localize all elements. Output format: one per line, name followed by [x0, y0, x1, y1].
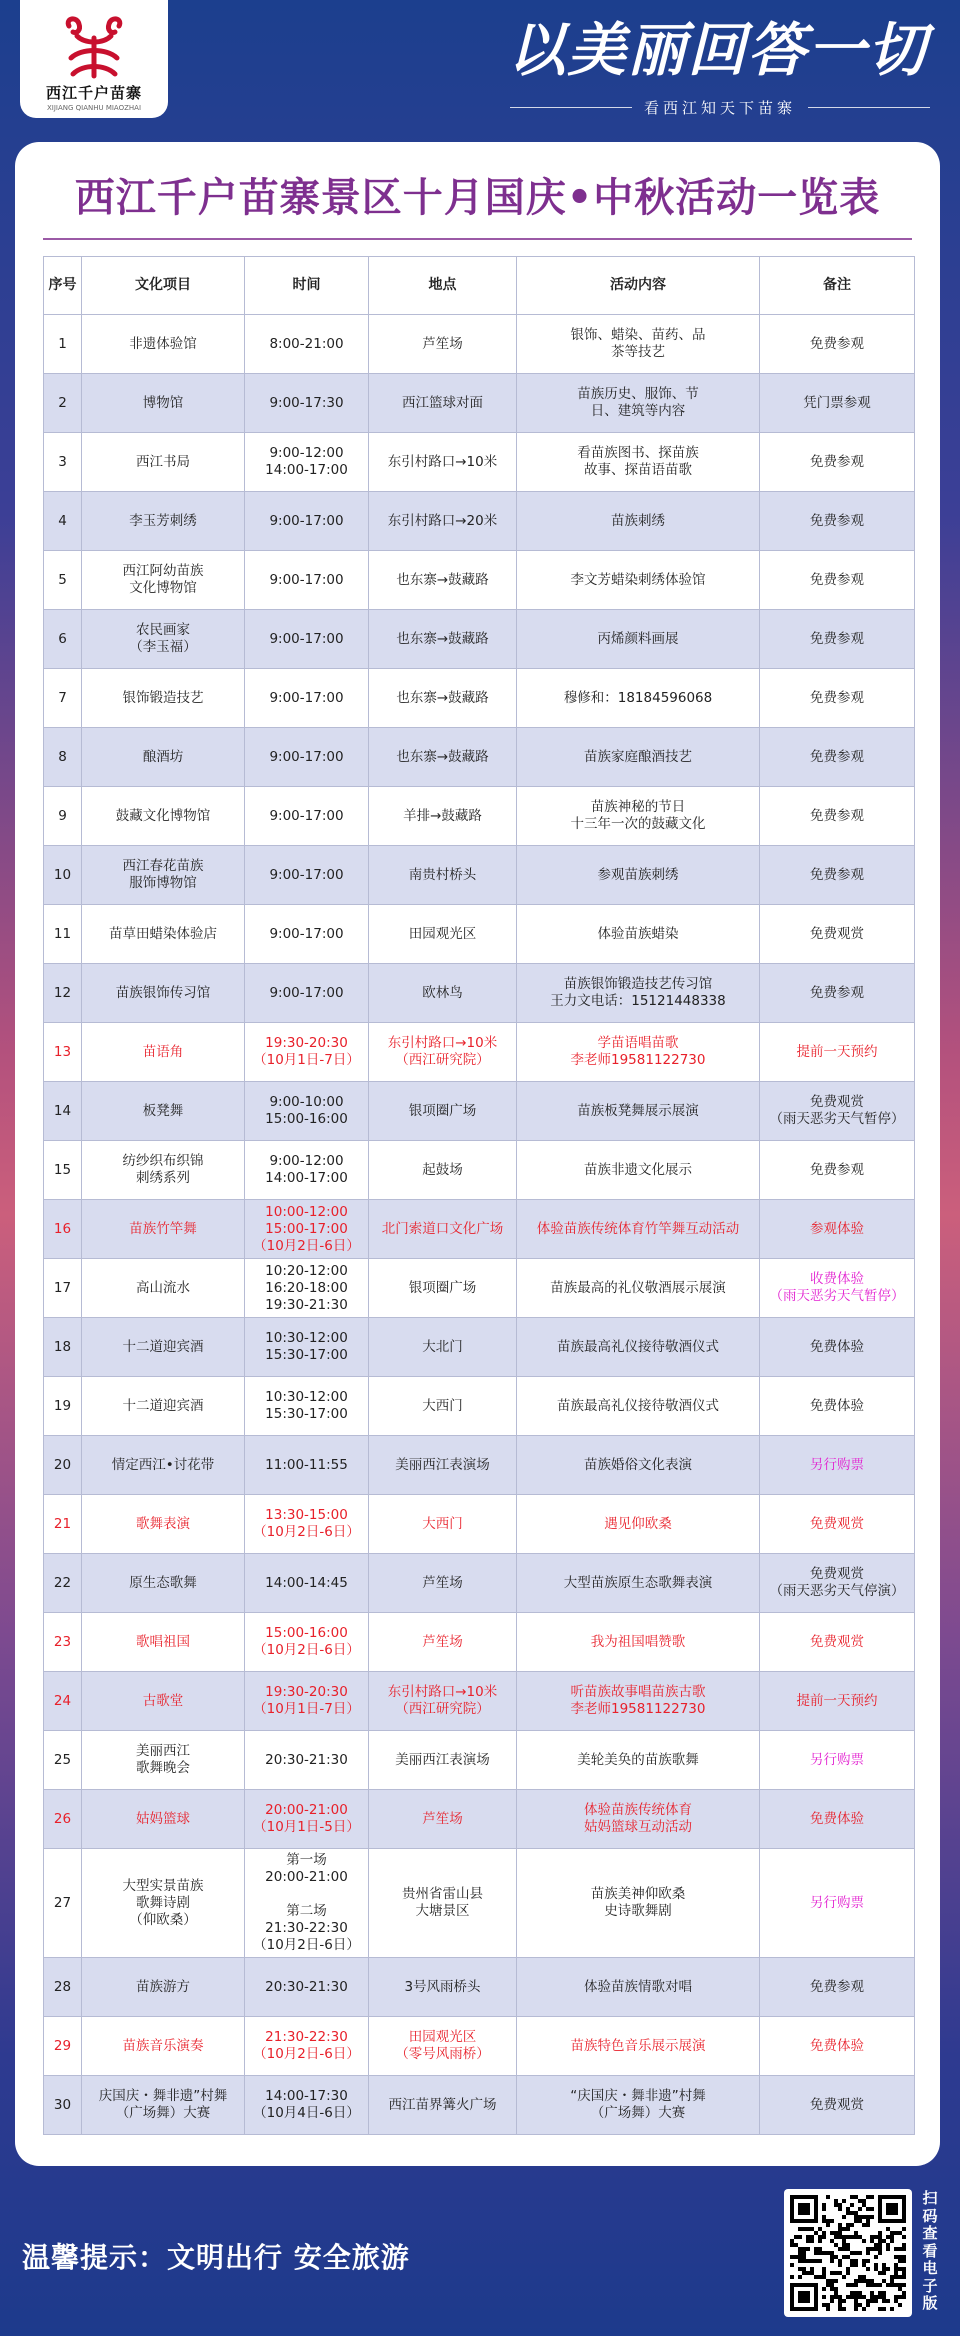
- cell-content: 苗族婚俗文化表演: [517, 1436, 760, 1495]
- cell-content: 体验苗族传统体育竹竿舞互动活动: [517, 1200, 760, 1259]
- cell-no: 12: [44, 964, 82, 1023]
- header-note: 备注: [760, 257, 915, 315]
- cell-item: 苗族竹竿舞: [82, 1200, 245, 1259]
- cell-time: 9:00-17:00: [245, 551, 369, 610]
- cell-note: 免费观赏: [760, 1613, 915, 1672]
- table-row: [44, 964, 915, 1023]
- table-row: [44, 669, 915, 728]
- cell-time: 21:30-22:30 （10月2日-6日）: [245, 2017, 369, 2076]
- cell-time: 8:00-21:00: [245, 315, 369, 374]
- slogan-subtitle-text: 看西江知天下苗寨: [644, 98, 797, 117]
- table-row: [44, 433, 915, 492]
- cell-no: 5: [44, 551, 82, 610]
- cell-place: 田园观光区 （零号风雨桥）: [369, 2017, 517, 2076]
- cell-place: 田园观光区: [369, 905, 517, 964]
- cell-note: 免费参观: [760, 610, 915, 669]
- cell-no: 9: [44, 787, 82, 846]
- table-row: [44, 2076, 915, 2135]
- cell-no: 21: [44, 1495, 82, 1554]
- cell-item: 板凳舞: [82, 1082, 245, 1141]
- cell-place: 贵州省雷山县 大塘景区: [369, 1849, 517, 1958]
- table-row: [44, 846, 915, 905]
- cell-no: 27: [44, 1849, 82, 1958]
- header-place: 地点: [369, 257, 517, 315]
- cell-no: 18: [44, 1318, 82, 1377]
- cell-no: 20: [44, 1436, 82, 1495]
- header-item: 文化项目: [82, 257, 245, 315]
- cell-place: 南贵村桥头: [369, 846, 517, 905]
- cell-time: 9:00-12:00 14:00-17:00: [245, 1141, 369, 1200]
- cell-place: 大西门: [369, 1495, 517, 1554]
- cell-note: 免费参观: [760, 1958, 915, 2017]
- cell-place: 芦笙场: [369, 1613, 517, 1672]
- cell-content: 苗族非遗文化展示: [517, 1141, 760, 1200]
- cell-note: 免费体验: [760, 2017, 915, 2076]
- cell-place: 西江苗界篝火广场: [369, 2076, 517, 2135]
- table-row: [44, 728, 915, 787]
- cell-time: 9:00-12:00 14:00-17:00: [245, 433, 369, 492]
- table-body: [44, 315, 915, 2135]
- cell-note: 收费体验 （雨天恶劣天气暂停）: [760, 1259, 915, 1318]
- table-row: [44, 2017, 915, 2076]
- cell-place: 北门索道口文化广场: [369, 1200, 517, 1259]
- slogan-subtitle: [510, 96, 930, 118]
- table-row: [44, 1849, 915, 1958]
- table-row: [44, 1436, 915, 1495]
- cell-item: 李玉芳刺绣: [82, 492, 245, 551]
- cell-content: 体验苗族情歌对唱: [517, 1958, 760, 2017]
- cell-no: 15: [44, 1141, 82, 1200]
- cell-no: 29: [44, 2017, 82, 2076]
- cell-item: 苗族银饰传习馆: [82, 964, 245, 1023]
- table-row: [44, 1554, 915, 1613]
- cell-no: 16: [44, 1200, 82, 1259]
- cell-content: 听苗族故事唱苗族古歌 李老师19581122730: [517, 1672, 760, 1731]
- cell-no: 4: [44, 492, 82, 551]
- cell-note: 免费参观: [760, 787, 915, 846]
- cell-time: 11:00-11:55: [245, 1436, 369, 1495]
- cell-time: 14:00-17:30 （10月4日-6日）: [245, 2076, 369, 2135]
- cell-time: 19:30-20:30 （10月1日-7日）: [245, 1023, 369, 1082]
- cell-place: 芦笙场: [369, 1790, 517, 1849]
- qr-code-icon: [790, 2195, 906, 2311]
- cell-content: 丙烯颜料画展: [517, 610, 760, 669]
- cell-note: 参观体验: [760, 1200, 915, 1259]
- table-row: [44, 1141, 915, 1200]
- cell-content: 穆修和：18184596068: [517, 669, 760, 728]
- cell-place: 银项圈广场: [369, 1082, 517, 1141]
- cell-item: 大型实景苗族 歌舞诗剧 （仰欧桑）: [82, 1849, 245, 1958]
- cell-time: 10:30-12:00 15:30-17:00: [245, 1318, 369, 1377]
- cell-time: 9:00-17:00: [245, 669, 369, 728]
- table-row: [44, 1790, 915, 1849]
- cell-no: 23: [44, 1613, 82, 1672]
- table-row: [44, 1023, 915, 1082]
- cell-time: 9:00-17:00: [245, 787, 369, 846]
- table-row: [44, 374, 915, 433]
- cell-item: 歌舞表演: [82, 1495, 245, 1554]
- cell-time: 9:00-17:00: [245, 728, 369, 787]
- cell-note: 免费观赏: [760, 1495, 915, 1554]
- cell-place: 银项圈广场: [369, 1259, 517, 1318]
- cell-item: 庆国庆・舞非遗”村舞 （广场舞）大赛: [82, 2076, 245, 2135]
- cell-content: 苗族特色音乐展示展演: [517, 2017, 760, 2076]
- cell-place: 羊排→鼓藏路: [369, 787, 517, 846]
- cell-item: 原生态歌舞: [82, 1554, 245, 1613]
- cell-item: 苗语角: [82, 1023, 245, 1082]
- cell-no: 30: [44, 2076, 82, 2135]
- cell-content: 体验苗族蜡染: [517, 905, 760, 964]
- cell-time: 9:00-10:00 15:00-16:00: [245, 1082, 369, 1141]
- cell-time: 20:30-21:30: [245, 1731, 369, 1790]
- table-row: [44, 1200, 915, 1259]
- cell-item: 鼓藏文化博物馆: [82, 787, 245, 846]
- divider-line: [510, 107, 632, 108]
- cell-note: 另行购票: [760, 1849, 915, 1958]
- cell-item: 歌唱祖国: [82, 1613, 245, 1672]
- cell-time: 9:00-17:00: [245, 964, 369, 1023]
- cell-place: 东引村路口→10米: [369, 433, 517, 492]
- schedule-card: [15, 142, 940, 2166]
- table-header-row: [44, 257, 915, 315]
- cell-time: 9:00-17:00: [245, 905, 369, 964]
- cell-time: 10:00-12:00 15:00-17:00 （10月2日-6日）: [245, 1200, 369, 1259]
- cell-note: 免费参观: [760, 1141, 915, 1200]
- brand-subtitle: XIJIANG QIANHU MIAOZHAI: [46, 104, 142, 112]
- cell-item: 西江书局: [82, 433, 245, 492]
- cell-content: 苗族最高的礼仪敬酒展示展演: [517, 1259, 760, 1318]
- cell-place: 大西门: [369, 1377, 517, 1436]
- cell-place: 大北门: [369, 1318, 517, 1377]
- cell-note: 免费参观: [760, 315, 915, 374]
- header-time: 时间: [245, 257, 369, 315]
- cell-item: 苗草田蜡染体验店: [82, 905, 245, 964]
- title-underline: [43, 238, 912, 240]
- table-row: [44, 610, 915, 669]
- cell-item: 酿酒坊: [82, 728, 245, 787]
- cell-item: 农民画家 （李玉福）: [82, 610, 245, 669]
- table-row: [44, 1495, 915, 1554]
- cell-time: 20:30-21:30: [245, 1958, 369, 2017]
- cell-no: 19: [44, 1377, 82, 1436]
- cell-no: 7: [44, 669, 82, 728]
- cell-item: 西江春花苗族 服饰博物馆: [82, 846, 245, 905]
- cell-item: 美丽西江 歌舞晚会: [82, 1731, 245, 1790]
- cell-content: 苗族最高礼仪接待敬酒仪式: [517, 1377, 760, 1436]
- qr-label: 扫码查看电子版: [922, 2189, 938, 2312]
- table-row: [44, 1672, 915, 1731]
- cell-no: 25: [44, 1731, 82, 1790]
- cell-note: 另行购票: [760, 1436, 915, 1495]
- cell-time: 15:00-16:00 （10月2日-6日）: [245, 1613, 369, 1672]
- table-row: [44, 1613, 915, 1672]
- cell-note: 提前一天预约: [760, 1023, 915, 1082]
- cell-place: 也东寨→鼓藏路: [369, 669, 517, 728]
- safety-notice: 温馨提示：文明出行 安全旅游: [22, 2241, 410, 2274]
- cell-note: 免费观赏: [760, 2076, 915, 2135]
- cell-item: 高山流水: [82, 1259, 245, 1318]
- cell-item: 古歌堂: [82, 1672, 245, 1731]
- cell-place: 3号风雨桥头: [369, 1958, 517, 2017]
- header-no: 序号: [44, 257, 82, 315]
- cell-place: 美丽西江表演场: [369, 1436, 517, 1495]
- cell-item: 非遗体验馆: [82, 315, 245, 374]
- activity-table: [43, 256, 915, 2135]
- cell-no: 8: [44, 728, 82, 787]
- cell-place: 也东寨→鼓藏路: [369, 551, 517, 610]
- logo-mark-icon: [59, 14, 129, 82]
- cell-content: 苗族家庭酿酒技艺: [517, 728, 760, 787]
- cell-no: 13: [44, 1023, 82, 1082]
- cell-content: 银饰、蜡染、苗药、品 茶等技艺: [517, 315, 760, 374]
- cell-item: 十二道迎宾酒: [82, 1377, 245, 1436]
- cell-place: 欧林鸟: [369, 964, 517, 1023]
- cell-place: 美丽西江表演场: [369, 1731, 517, 1790]
- cell-item: 西江阿幼苗族 文化博物馆: [82, 551, 245, 610]
- cell-item: 苗族游方: [82, 1958, 245, 2017]
- cell-content: 我为祖国唱赞歌: [517, 1613, 760, 1672]
- cell-note: 免费参观: [760, 492, 915, 551]
- cell-item: 苗族音乐演奏: [82, 2017, 245, 2076]
- cell-time: 9:00-17:00: [245, 492, 369, 551]
- cell-note: 免费参观: [760, 433, 915, 492]
- cell-place: 西江篮球对面: [369, 374, 517, 433]
- table-row: [44, 905, 915, 964]
- cell-content: 参观苗族刺绣: [517, 846, 760, 905]
- table-row: [44, 551, 915, 610]
- cell-note: 免费体验: [760, 1377, 915, 1436]
- cell-content: 苗族最高礼仪接待敬酒仪式: [517, 1318, 760, 1377]
- table-row: [44, 492, 915, 551]
- cell-no: 3: [44, 433, 82, 492]
- page-title: 西江千户苗寨景区十月国庆•中秋活动一览表: [74, 175, 881, 221]
- cell-note: 提前一天预约: [760, 1672, 915, 1731]
- cell-time: 19:30-20:30 （10月1日-7日）: [245, 1672, 369, 1731]
- cell-no: 26: [44, 1790, 82, 1849]
- cell-note: 免费观赏: [760, 905, 915, 964]
- qr-code[interactable]: [784, 2189, 912, 2317]
- cell-no: 10: [44, 846, 82, 905]
- table-row: [44, 1731, 915, 1790]
- cell-content: 苗族银饰锻造技艺传习馆 王力文电话：15121448338: [517, 964, 760, 1023]
- cell-no: 11: [44, 905, 82, 964]
- table-row: [44, 787, 915, 846]
- cell-no: 28: [44, 1958, 82, 2017]
- cell-content: 李文芳蜡染刺绣体验馆: [517, 551, 760, 610]
- cell-place: 芦笙场: [369, 315, 517, 374]
- divider-line: [808, 107, 930, 108]
- cell-content: 遇见仰欧桑: [517, 1495, 760, 1554]
- cell-time: 14:00-14:45: [245, 1554, 369, 1613]
- cell-note: 免费参观: [760, 728, 915, 787]
- cell-note: 免费参观: [760, 669, 915, 728]
- cell-time: 9:00-17:00: [245, 610, 369, 669]
- cell-item: 情定西江•讨花带: [82, 1436, 245, 1495]
- cell-note: 免费参观: [760, 846, 915, 905]
- table-row: [44, 1318, 915, 1377]
- cell-time: 10:20-12:00 16:20-18:00 19:30-21:30: [245, 1259, 369, 1318]
- slogan: 以美丽回答一切: [507, 16, 928, 84]
- cell-note: 免费体验: [760, 1318, 915, 1377]
- cell-note: 免费观赏 （雨天恶劣天气暂停）: [760, 1082, 915, 1141]
- cell-time: 10:30-12:00 15:30-17:00: [245, 1377, 369, 1436]
- cell-time: 20:00-21:00 （10月1日-5日）: [245, 1790, 369, 1849]
- cell-content: 美轮美奂的苗族歌舞: [517, 1731, 760, 1790]
- cell-no: 17: [44, 1259, 82, 1318]
- cell-content: “庆国庆・舞非遗”村舞 （广场舞）大赛: [517, 2076, 760, 2135]
- cell-item: 纺纱织布织锦 刺绣系列: [82, 1141, 245, 1200]
- cell-content: 体验苗族传统体育 姑妈篮球互动活动: [517, 1790, 760, 1849]
- cell-note: 免费参观: [760, 551, 915, 610]
- cell-content: 学苗语唱苗歌 李老师19581122730: [517, 1023, 760, 1082]
- cell-content: 看苗族图书、探苗族 故事、探苗语苗歌: [517, 433, 760, 492]
- cell-note: 免费观赏 （雨天恶劣天气停演）: [760, 1554, 915, 1613]
- header-content: 活动内容: [517, 257, 760, 315]
- cell-no: 6: [44, 610, 82, 669]
- cell-no: 14: [44, 1082, 82, 1141]
- cell-note: 免费体验: [760, 1790, 915, 1849]
- cell-no: 22: [44, 1554, 82, 1613]
- cell-no: 2: [44, 374, 82, 433]
- cell-place: 芦笙场: [369, 1554, 517, 1613]
- cell-item: 姑妈篮球: [82, 1790, 245, 1849]
- brand-name: 西江千户苗寨: [45, 84, 142, 102]
- cell-place: 也东寨→鼓藏路: [369, 728, 517, 787]
- cell-place: 东引村路口→10米 （西江研究院）: [369, 1672, 517, 1731]
- cell-place: 东引村路口→10米 （西江研究院）: [369, 1023, 517, 1082]
- table-row: [44, 1377, 915, 1436]
- cell-no: 24: [44, 1672, 82, 1731]
- cell-note: 免费参观: [760, 964, 915, 1023]
- cell-item: 十二道迎宾酒: [82, 1318, 245, 1377]
- cell-time: 第一场 20:00-21:00 第二场 21:30-22:30 （10月2日-6日）: [245, 1849, 369, 1958]
- cell-content: 苗族美神仰欧桑 史诗歌舞剧: [517, 1849, 760, 1958]
- table-row: [44, 315, 915, 374]
- cell-place: 也东寨→鼓藏路: [369, 610, 517, 669]
- cell-time: 9:00-17:00: [245, 846, 369, 905]
- table-row: [44, 1082, 915, 1141]
- cell-place: 东引村路口→20米: [369, 492, 517, 551]
- table-row: [44, 1958, 915, 2017]
- cell-place: 起鼓场: [369, 1141, 517, 1200]
- cell-note: 凭门票参观: [760, 374, 915, 433]
- cell-item: 博物馆: [82, 374, 245, 433]
- cell-content: 苗族刺绣: [517, 492, 760, 551]
- cell-time: 13:30-15:00 （10月2日-6日）: [245, 1495, 369, 1554]
- cell-item: 银饰锻造技艺: [82, 669, 245, 728]
- cell-time: 9:00-17:30: [245, 374, 369, 433]
- cell-content: 苗族板凳舞展示展演: [517, 1082, 760, 1141]
- cell-note: 另行购票: [760, 1731, 915, 1790]
- cell-content: 苗族神秘的节日 十三年一次的鼓藏文化: [517, 787, 760, 846]
- table-row: [44, 1259, 915, 1318]
- cell-content: 大型苗族原生态歌舞表演: [517, 1554, 760, 1613]
- brand-logo: [20, 0, 168, 118]
- cell-content: 苗族历史、服饰、节 日、建筑等内容: [517, 374, 760, 433]
- cell-no: 1: [44, 315, 82, 374]
